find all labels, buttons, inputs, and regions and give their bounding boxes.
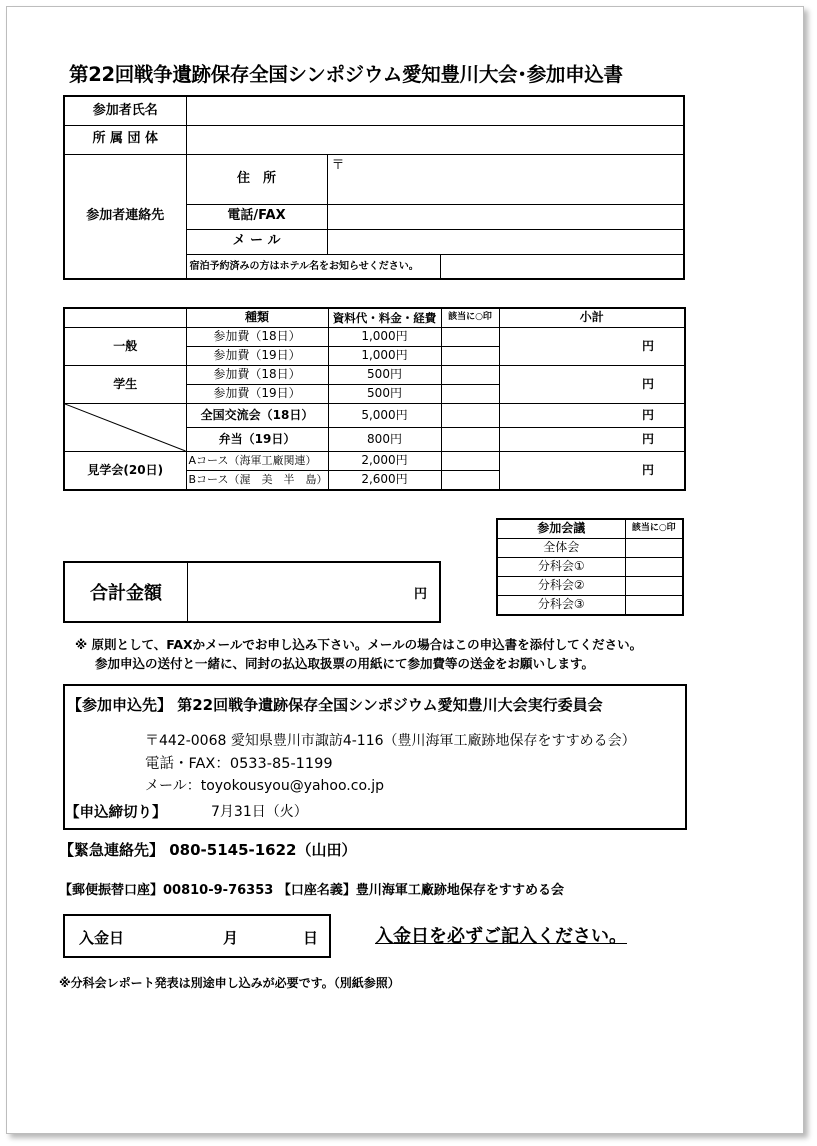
fees-header-type: 種類 bbox=[186, 308, 328, 328]
mark-cell[interactable] bbox=[441, 452, 499, 471]
document-page bbox=[6, 6, 804, 1134]
fee-price: 1,000円 bbox=[328, 347, 441, 366]
meeting-item: 分科会① bbox=[497, 558, 625, 577]
contact-heading: 【参加申込先】 第22回戦争遺跡保存全国シンポジウム愛知豊川大会実行委員会 bbox=[67, 696, 603, 714]
total-amount-box[interactable] bbox=[63, 561, 441, 623]
fees-header-subtotal: 小計 bbox=[499, 308, 685, 328]
student-label: 学生 bbox=[64, 366, 186, 404]
note-line-1: ※ 原則として、FAXかメールでお申し込み下さい。メールの場合はこの申込書を添付してください。 bbox=[75, 637, 643, 652]
fee-price: 2,600円 bbox=[328, 471, 441, 491]
fee-price: 1,000円 bbox=[328, 328, 441, 347]
deadline-label: 【申込締切り】 bbox=[65, 805, 167, 821]
fee-type: 参加費（18日） bbox=[186, 328, 328, 347]
address-field[interactable] bbox=[327, 154, 684, 204]
general-label: 一般 bbox=[64, 328, 186, 366]
fee-price: 500円 bbox=[328, 366, 441, 385]
subtotal-lunch[interactable]: 円 bbox=[499, 428, 685, 452]
postal-account: 【郵便振替口座】00810-9-76353 【口座名義】豊川海軍工廠跡地保存をすすめる会 bbox=[59, 883, 564, 898]
meeting-item: 全体会 bbox=[497, 539, 625, 558]
name-label: 参加者氏名 bbox=[64, 96, 186, 125]
subtotal-general[interactable]: 円 bbox=[499, 328, 685, 366]
fees-header-mark: 該当に○印 bbox=[441, 308, 499, 328]
mark-cell[interactable] bbox=[441, 328, 499, 347]
organization-label: 所 属 団 体 bbox=[64, 125, 186, 154]
payment-day: 日 bbox=[303, 929, 319, 947]
postal-mark: 〒 bbox=[331, 157, 345, 173]
subtotal-party[interactable]: 円 bbox=[499, 404, 685, 428]
fee-type: Bコース（渥 美 半 島） bbox=[186, 471, 328, 491]
fee-type: 参加費（19日） bbox=[186, 347, 328, 366]
deadline-date: 7月31日（火） bbox=[211, 804, 308, 820]
submission-notes bbox=[75, 635, 642, 673]
meeting-item: 分科会② bbox=[497, 577, 625, 596]
fee-price: 800円 bbox=[328, 428, 441, 452]
hotel-field[interactable] bbox=[440, 254, 684, 279]
fees-header-price: 資料代・料金・経費 bbox=[328, 308, 441, 328]
fee-type: 弁当（19日） bbox=[186, 428, 328, 452]
organization-field[interactable] bbox=[186, 125, 684, 154]
mark-cell[interactable] bbox=[441, 385, 499, 404]
diagonal-cell bbox=[64, 404, 186, 452]
payment-date-label: 入金日 bbox=[79, 929, 125, 947]
subtotal-tour[interactable]: 円 bbox=[499, 452, 685, 491]
name-field[interactable] bbox=[186, 96, 684, 125]
meeting-item: 分科会③ bbox=[497, 596, 625, 616]
fee-type: 参加費（18日） bbox=[186, 366, 328, 385]
fees-table bbox=[63, 307, 686, 491]
contact-box bbox=[63, 684, 687, 830]
contact-address: 〒442-0068 愛知県豊川市諏訪4-116（豊川海軍工廠跡地保存をすすめる会） bbox=[145, 733, 636, 749]
meetings-header: 参加会議 bbox=[497, 519, 625, 539]
fee-type: 全国交流会（18日） bbox=[186, 404, 328, 428]
mark-cell[interactable] bbox=[625, 577, 683, 596]
contact-email[interactable]: メール：toyokousyou@yahoo.co.jp bbox=[145, 778, 385, 794]
mark-cell[interactable] bbox=[625, 596, 683, 616]
mark-cell[interactable] bbox=[625, 558, 683, 577]
total-amount-yen: 円 bbox=[413, 587, 427, 602]
tour-label: 見学会(20日) bbox=[64, 452, 186, 491]
email-label: メ ー ル bbox=[186, 229, 327, 254]
mark-cell[interactable] bbox=[625, 539, 683, 558]
email-field[interactable] bbox=[327, 229, 684, 254]
payment-month: 月 bbox=[223, 929, 239, 947]
fee-type: Aコース（海軍工廠関連） bbox=[186, 452, 328, 471]
meetings-table bbox=[496, 518, 684, 616]
emergency-contact: 【緊急連絡先】 080-5145-1622（山田） bbox=[59, 841, 357, 859]
fee-price: 2,000円 bbox=[328, 452, 441, 471]
note-line-2: 参加申込の送付と一緒に、同封の払込取扱票の用紙にて参加費等の送金をお願いします。 bbox=[95, 656, 595, 671]
subtotal-student[interactable]: 円 bbox=[499, 366, 685, 404]
contact-phone: 電話・FAX：0533-85-1199 bbox=[145, 756, 333, 772]
meetings-mark-header: 該当に○印 bbox=[625, 519, 683, 539]
mark-cell[interactable] bbox=[441, 347, 499, 366]
address-label: 住 所 bbox=[186, 154, 327, 204]
phone-field[interactable] bbox=[327, 204, 684, 229]
page-title: 第22回戦争遺跡保存全国シンポジウム愛知豊川大会･参加申込書 bbox=[69, 63, 623, 86]
contact-label: 参加者連絡先 bbox=[64, 154, 186, 279]
footer-note: ※分科会レポート発表は別途申し込みが必要です。（別紙参照） bbox=[59, 976, 400, 990]
phone-label: 電話/FAX bbox=[186, 204, 327, 229]
payment-reminder: 入金日を必ずご記入ください。 bbox=[375, 926, 627, 947]
mark-cell[interactable] bbox=[441, 428, 499, 452]
mark-cell[interactable] bbox=[441, 404, 499, 428]
fee-price: 5,000円 bbox=[328, 404, 441, 428]
fee-price: 500円 bbox=[328, 385, 441, 404]
fees-header-blank bbox=[64, 308, 186, 328]
hotel-note: 宿泊予約済みの方はホテル名をお知らせください。 bbox=[186, 254, 440, 279]
payment-date-box[interactable] bbox=[63, 914, 331, 958]
fee-type: 参加費（19日） bbox=[186, 385, 328, 404]
participant-table bbox=[63, 95, 685, 280]
diagonal-line bbox=[65, 404, 186, 451]
mark-cell[interactable] bbox=[441, 366, 499, 385]
total-amount-label: 合計金額 bbox=[65, 563, 188, 621]
mark-cell[interactable] bbox=[441, 471, 499, 491]
